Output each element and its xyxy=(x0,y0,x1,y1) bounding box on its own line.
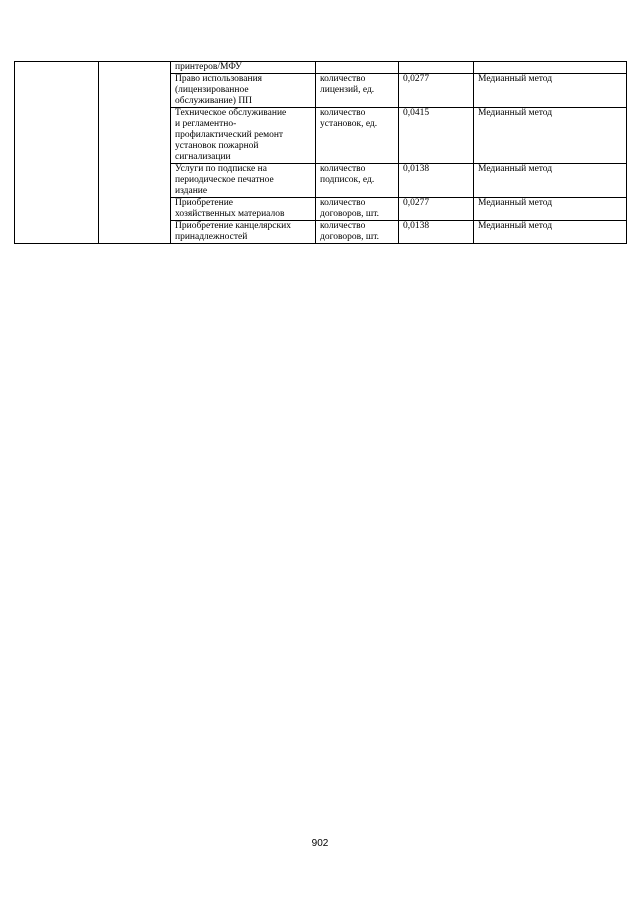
item-name: Услуги по подписке на периодическое печатное издание xyxy=(175,164,274,196)
unit-cell xyxy=(316,108,399,164)
item-name-cell xyxy=(171,74,316,108)
item-name-cell xyxy=(171,62,316,74)
coefficient-value: 0,0415 xyxy=(403,108,430,118)
page-number: 902 xyxy=(311,838,329,849)
item-name: Техническое обслуживание и регламентно- профилактический ремонт установок пожарной сигнализации xyxy=(175,108,287,162)
table-row xyxy=(15,62,627,74)
unit-label: количество установок, ед. xyxy=(320,108,378,129)
unit-cell xyxy=(316,164,399,198)
unit-cell xyxy=(316,198,399,221)
value-cell xyxy=(399,221,474,244)
method-cell xyxy=(474,221,627,244)
coefficient-value: 0,0277 xyxy=(403,198,430,208)
value-cell xyxy=(399,198,474,221)
value-cell xyxy=(399,164,474,198)
unit-label: количество договоров, шт. xyxy=(320,198,380,219)
item-name: Приобретение хозяйственных материалов xyxy=(175,198,285,219)
expense-norms-table xyxy=(14,61,627,244)
item-name-cell xyxy=(171,221,316,244)
unit-label: количество лицензий, ед. xyxy=(320,74,375,95)
item-name-cell xyxy=(171,164,316,198)
item-name-cell xyxy=(171,108,316,164)
method-cell xyxy=(474,108,627,164)
method-cell xyxy=(474,74,627,108)
item-name: принтеров/МФУ xyxy=(175,62,242,72)
item-name: Право использования (лицензированное обслуживание) ПП xyxy=(175,74,263,106)
empty-cell-col-2 xyxy=(99,62,171,244)
method-cell xyxy=(474,164,627,198)
coefficient-value: 0,0138 xyxy=(403,164,430,174)
value-cell xyxy=(399,108,474,164)
unit-label: количество договоров, шт. xyxy=(320,221,380,242)
item-name: Приобретение канцелярских принадлежностей xyxy=(175,221,291,242)
empty-cell-col-1 xyxy=(15,62,99,244)
method-label: Медианный метод xyxy=(478,74,553,84)
method-label: Медианный метод xyxy=(478,108,553,118)
method-label: Медианный метод xyxy=(478,164,553,174)
method-cell xyxy=(474,62,627,74)
unit-label: количество подписок, ед. xyxy=(320,164,375,185)
value-cell xyxy=(399,74,474,108)
method-label: Медианный метод xyxy=(478,198,553,208)
unit-cell xyxy=(316,62,399,74)
item-name-cell xyxy=(171,198,316,221)
method-label: Медианный метод xyxy=(478,221,553,231)
unit-cell xyxy=(316,221,399,244)
coefficient-value: 0,0138 xyxy=(403,221,430,231)
method-cell xyxy=(474,198,627,221)
coefficient-value: 0,0277 xyxy=(403,74,430,84)
unit-cell xyxy=(316,74,399,108)
value-cell xyxy=(399,62,474,74)
